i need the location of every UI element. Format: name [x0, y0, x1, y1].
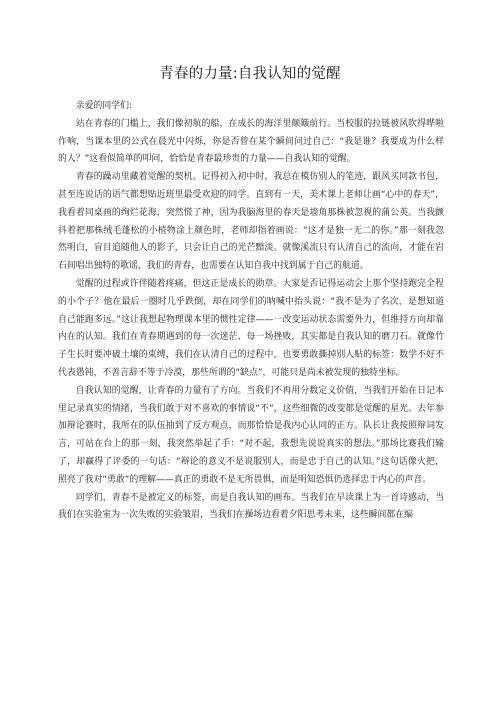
paragraph-4: 自我认知的觉醒，让青春的力量有了方向。当我们不再用分数定义价值，当我们开始在日记本里记录真实的情绪，当我们敢于对不喜欢的事情说“不”，这些细微的改变都是觉醒的星光。去年参加辩论赛时，我所在的队伍抽到了反方观点，而那恰恰是我内心认同的正方。队长让我按照辩词发言，可站在台上的那一刻，我突然举起了手：“对不起，我想先说说真实的想法。”那场比赛我们输了，却赢得了评委的一句话：“辩论的意义不是说服别人，而是忠于自己的认知。”这句话像火把，照亮了我对“勇敢”的理解——真正的勇敢不是无所畏惧，而是明知恐惧仍选择忠于内心的声音。 — [58, 385, 444, 485]
document-title: 青春的力量:自我认知的觉醒 — [159, 66, 341, 82]
paragraph-5: 同学们，青春不是被定义的标签，而是自我认知的画布。当我们在早读课上为一首诗感动，当我们在实验室为一次失败的实验皱眉，当我们在操场边看着夕阳思考未来，这些瞬间都在编 — [58, 492, 444, 521]
document-body — [58, 98, 444, 525]
paragraph-3: 觉醒的过程或许伴随着疼痛，但这正是成长的勋章。大家是否记得运动会上那个坚持跑完全程的小个子？他在最后一圈时几乎跌倒，却在同学们的呐喊中抬头说：“我不是为了名次，是想知道自己能跑多远。”这让我想起物理课本里的惯性定律——一改变运动状态需要外力，但维持方向却靠内在的认知。我们在青春期遇到的每一次迷茫、每一场挫败，其实都是自我认知的磨刀石。就像竹子生长时要冲破土壤的束缚，我们在认清自己的过程中，也要勇敢撕掉别人贴的标签：数学不好不代表愚钝，不善言辞不等于冷漠，那些所谓的“缺点”，可能只是尚未被发现的独特坐标。 — [58, 278, 444, 378]
paragraph-2: 青春的躁动里藏着觉醒的契机。记得初入初中时，我总在模仿别人的笔迹，跟风买同款书包，甚至连说话的语气都想贴近班里最受欢迎的同学。直到有一天，美术课上老师让画“心中的春天”，我看着同桌画的绚烂花海，突然慌了神，因为我脑海里的春天是墙角那株被忽视的蒲公英。当我颤抖着把那株绒毛蓬松的小植物涂上颜色时，老师却指着画说：“这才是独一无二的你。”那一刻我忽然明白，盲目追随他人的影子，只会让自己的光芒黯淡。就像溪流只有认清自己的流向，才能在岩石间唱出独特的歌谣，我们的青春，也需要在认知自我中找到属于自己的航道。 — [58, 172, 444, 272]
paragraph-1: 站在青春的门槛上，我们像初航的船，在成长的海洋里颠簸前行。当校服的拉链被风吹得哗啦作响，当课本里的公式在晨光中闪烁，你是否曾在某个瞬间问过自己：“我是谁？我要成为什么样的人？”这看似简单的叩问，恰恰是青春最珍贵的力量——自我认知的觉醒。 — [58, 118, 444, 165]
salutation: 亲爱的同学们: — [75, 101, 133, 111]
